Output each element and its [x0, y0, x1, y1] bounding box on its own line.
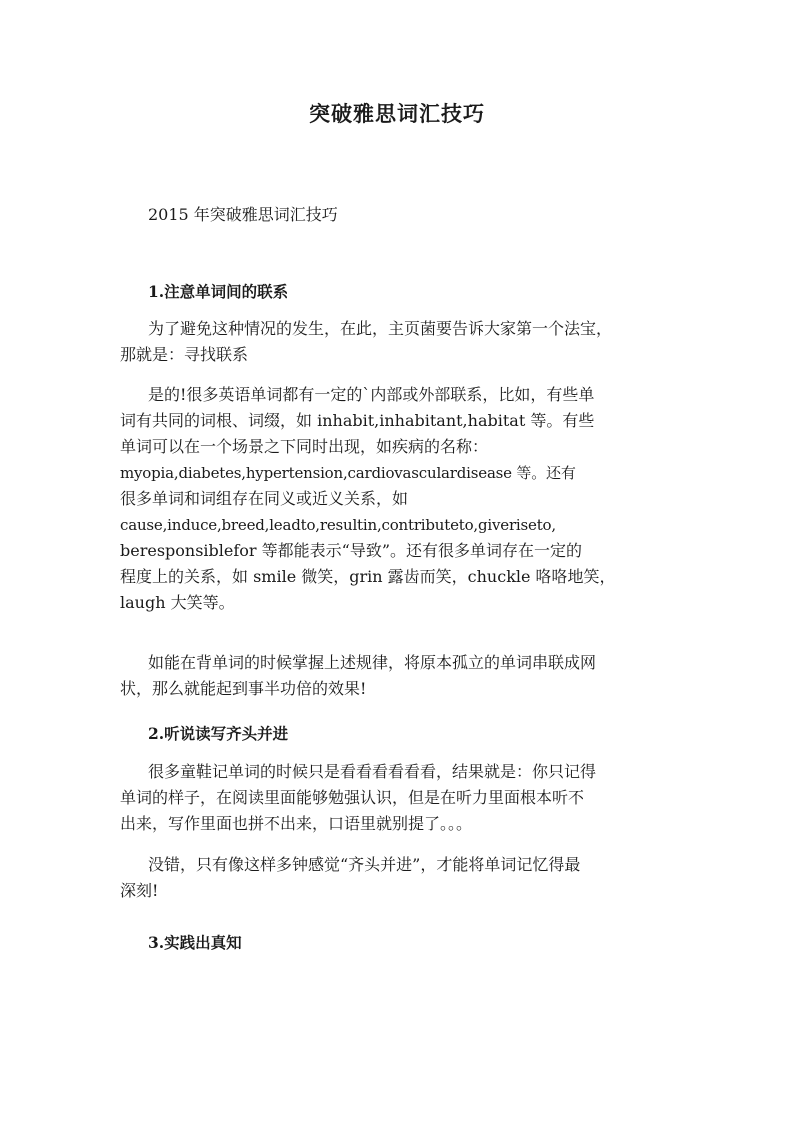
paragraph-line: 单词可以在一个场景之下同时出现，如疾病的名称： [120, 437, 489, 456]
document-subtitle: 2015 年突破雅思词汇技巧 [148, 205, 338, 224]
paragraph [120, 759, 690, 837]
paragraph-line: beresponsiblefor 等都能表示“导致”。还有很多单词存在一定的 [120, 541, 583, 560]
paragraph-line: 深刻! [120, 881, 159, 900]
paragraph-line: 如能在背单词的时候掌握上述规律，将原本孤立的单词串联成网 [148, 653, 597, 672]
paragraph-line: 为了避免这种情况的发生，在此，主页菌要告诉大家第一个法宝， [148, 319, 613, 338]
paragraph-line: laugh 大笑等。 [120, 593, 235, 612]
paragraph [120, 382, 690, 616]
paragraph-line: 状，那么就能起到事半功倍的效果! [120, 679, 367, 698]
paragraph [120, 316, 690, 368]
paragraph-line: myopia,diabetes,hypertension,cardiovasculardisease 等。还有 [120, 464, 576, 482]
paragraph-line: 是的!很多英语单词都有一定的`内部或外部联系，比如，有些单 [148, 385, 595, 404]
paragraph [120, 852, 690, 904]
paragraph-line: cause,induce,breed,leadto,resultin,contributeto,giveriseto, [120, 516, 556, 534]
paragraph-line: 程度上的关系，如 smile 微笑，grin 露齿而笑，chuckle 咯咯地笑， [120, 567, 616, 586]
paragraph-line: 那就是：寻找联系 [120, 345, 249, 364]
paragraph-line: 很多单词和词组存在同义或近义关系，如 [120, 489, 409, 508]
paragraph-line: 很多童鞋记单词的时候只是看看看看看看，结果就是：你只记得 [148, 762, 597, 781]
section-heading-2: 2.听说读写齐头并进 [148, 724, 289, 743]
paragraph-line: 词有共同的词根、词缀，如 inhabit,inhabitant,habitat 等。有些 [120, 411, 595, 430]
paragraph-line: 没错，只有像这样多钟感觉“齐头并进”，才能将单词记忆得最 [148, 855, 581, 874]
document-title: 突破雅思词汇技巧 [309, 101, 485, 126]
paragraph [120, 650, 690, 702]
section-heading-1: 1.注意单词间的联系 [148, 282, 289, 301]
section-heading-3: 3.实践出真知 [148, 933, 242, 952]
paragraph-line: 单词的样子，在阅读里面能够勉强认识，但是在听力里面根本听不 [120, 788, 585, 807]
paragraph-line: 出来，写作里面也拼不出来，口语里就别提了。。。 [120, 814, 473, 833]
